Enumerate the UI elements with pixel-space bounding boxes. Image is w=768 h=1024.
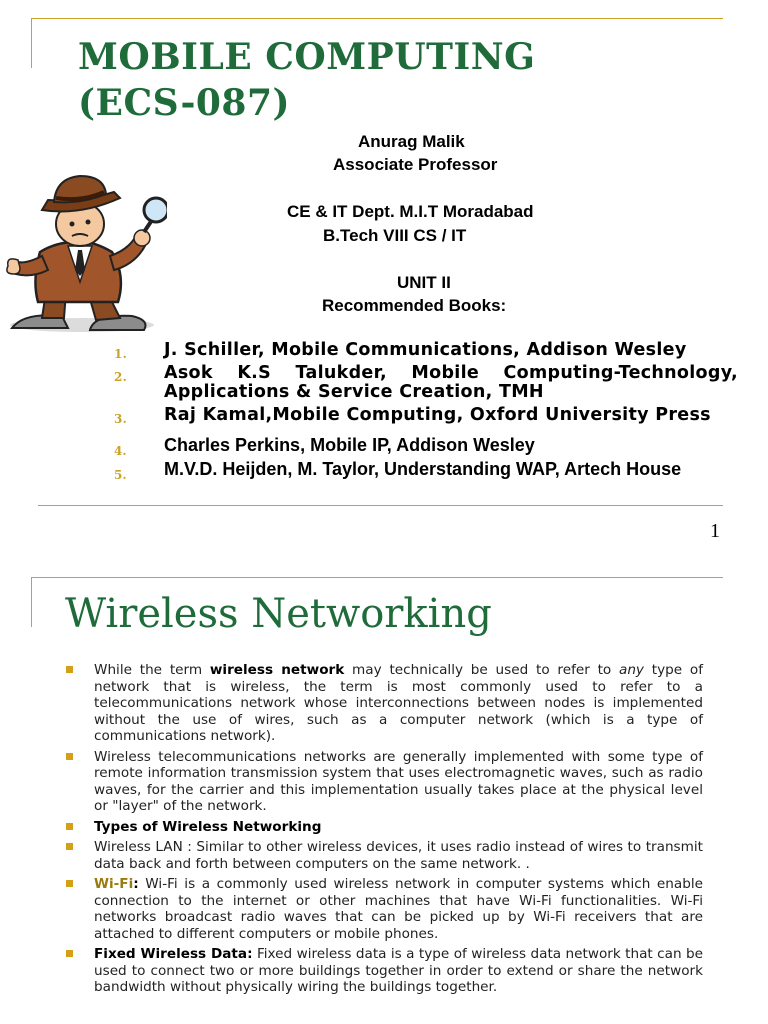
page-number: 1: [710, 520, 720, 542]
book-text: Charles Perkins, Mobile IP, Addison Wesley: [164, 435, 535, 455]
book-item: [114, 434, 738, 456]
unit-label: UNIT II: [397, 273, 451, 292]
book-number: 4.: [114, 444, 127, 458]
book-number: 1.: [114, 347, 128, 361]
book-text: Asok K.S Talukder, Mobile Computing-Technology, Applications & Service Creation, TMH: [164, 363, 738, 402]
book-item: [114, 406, 738, 425]
slide-title: Wireless Networking: [65, 591, 492, 637]
bullet-item: [63, 662, 703, 745]
text: While the term: [94, 662, 210, 678]
wifi-label: Wi-Fi: [94, 876, 134, 892]
types-heading: Types of Wireless Networking: [94, 818, 322, 835]
text: Fixed wireless data is a type of wireless data network that can be used to connect two or more buildings together in order to extend or share the network bandwidth without physically wiring the buildings together.: [94, 946, 703, 995]
book-number: 2.: [114, 370, 128, 384]
decorative-left-rule: [31, 577, 32, 627]
text: may technically be used to refer to: [344, 662, 619, 678]
text: type of network that is wireless, the term is most commonly used to refer to a telecommunications network whose interconnections between nodes is implemented without the use of wires, such as a computer network (which is a type of communications network).: [94, 662, 703, 744]
book-number: 3.: [114, 412, 128, 426]
bottom-rule: [38, 505, 723, 506]
slide-2: [0, 560, 768, 1024]
fixed-wireless-label: Fixed Wireless Data:: [94, 946, 253, 962]
bullet-item: [63, 946, 703, 996]
book-item: [114, 364, 738, 402]
slide-title: [78, 34, 535, 126]
author-role: Associate Professor: [333, 155, 498, 174]
title-line-1: MOBILE COMPUTING: [78, 36, 536, 78]
book-text: Raj Kamal,Mobile Computing, Oxford University Press: [164, 405, 711, 425]
book-item: [114, 341, 738, 360]
bullet-item: [63, 839, 703, 872]
department: CE & IT Dept. M.I.T Moradabad: [287, 202, 534, 221]
text: Wireless telecommunications networks are generally implemented with some type of remote information transmission system that uses electromagnetic waves, such as radio waves, for the carrier and this implementation usually takes place at the physical level or "layer" of the network.: [94, 748, 703, 814]
books-heading: Recommended Books:: [322, 296, 507, 315]
bold-term: wireless network: [209, 662, 345, 678]
author-name: Anurag Malik: [358, 132, 465, 151]
bullet-item: [63, 819, 703, 836]
recommended-books-list: [114, 341, 738, 480]
book-item: [114, 458, 738, 480]
bullet-item: [63, 876, 703, 942]
colon: :: [133, 876, 139, 892]
book-number: 5.: [114, 468, 127, 482]
bullet-item: [63, 749, 703, 815]
text: Wireless LAN : Similar to other wireless devices, it uses radio instead of wires to transmit data back and forth between computers on the same network. .: [94, 839, 703, 872]
detective-clipart-icon: [2, 170, 167, 335]
decorative-top-rule: [31, 577, 723, 578]
decorative-left-rule: [31, 18, 32, 68]
decorative-top-rule: [31, 18, 723, 19]
title-line-2: (ECS-087): [78, 82, 291, 124]
text: Wi-Fi is a commonly used wireless network in computer systems which enable connection to the internet or other machines that have Wi-Fi functionalities. Wi-Fi networks broadcast radio waves that can be picked up by Wi-Fi receivers that are attached to different computers or mobile phones.: [94, 876, 703, 942]
course: B.Tech VIII CS / IT: [323, 226, 467, 245]
bullet-list: [63, 662, 703, 1000]
italic-term: any: [618, 662, 644, 678]
book-text: J. Schiller, Mobile Communications, Addison Wesley: [164, 340, 687, 360]
book-text: M.V.D. Heijden, M. Taylor, Understanding WAP, Artech House: [164, 459, 682, 479]
